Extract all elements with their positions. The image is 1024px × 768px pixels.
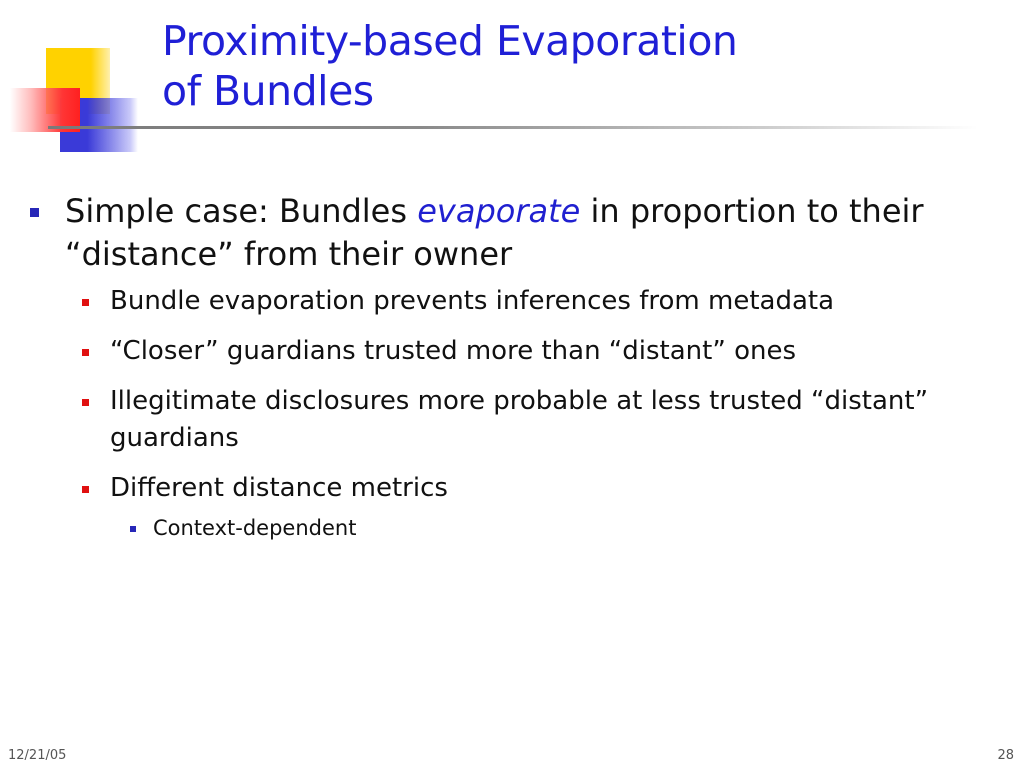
slide-title [162,16,982,116]
square-bullet-icon [82,349,89,356]
page-number: 28 [997,748,1014,763]
bullet-level2 [30,470,1010,507]
slide-title-line1: Proximity-based Evaporation [162,17,738,65]
bullet-text: Illegitimate disclosures more probable at less trusted “distant” guardians [110,386,929,453]
slide-body [30,190,1010,543]
bullet-text-prefix: Simple case: Bundles [65,192,418,230]
footer-date: 12/21/05 [8,748,67,763]
square-bullet-icon [82,399,89,406]
sub-bullet-list [30,283,1010,543]
bullet-text: Context-dependent [153,516,357,540]
square-bullet-icon [82,486,89,493]
bullet-level2 [30,333,1010,370]
bullet-level3 [30,513,1010,543]
title-divider [48,126,978,129]
bullet-text-emphasis: evaporate [417,192,581,230]
square-bullet-icon [130,526,136,532]
bullet-level1 [30,190,1010,276]
bullet-text: Bundle evaporation prevents inferences from metadata [110,286,835,316]
bullet-level2 [30,283,1010,320]
bullet-text: “Closer” guardians trusted more than “distant” ones [110,336,797,366]
square-bullet-icon [30,208,39,217]
bullet-level2 [30,383,1010,457]
square-bullet-icon [82,299,89,306]
slide-title-line2: of Bundles [162,67,374,115]
bullet-text-suffix: in proportion to their “distance” from their owner [65,192,924,273]
bullet-text: Different distance metrics [110,473,448,503]
